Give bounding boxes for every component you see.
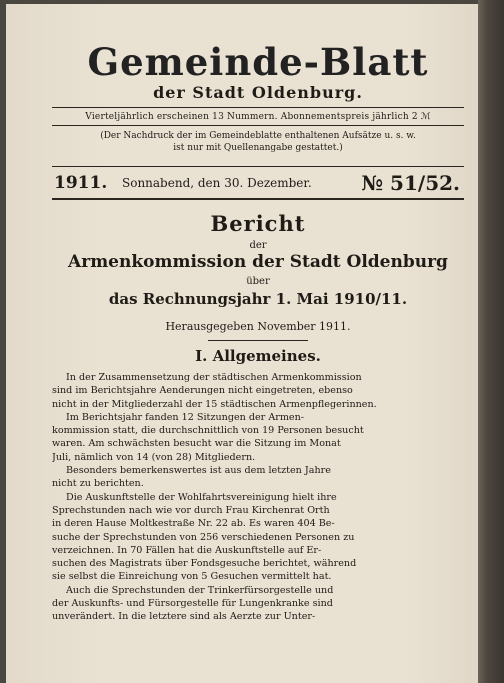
body-line: Auch die Sprechstunden der Trinkerfürsorgestelle und [66, 584, 334, 596]
subscription-info: Vierteljährlich erscheinen 13 Nummern. Abonnementspreis jährlich 2 ℳ [85, 112, 431, 122]
report-fiscal-year: das Rechnungsjahr 1. Mai 1910/11. [108, 290, 408, 308]
divider [52, 125, 464, 126]
book-binding [478, 0, 504, 683]
body-line: Die Auskunftstelle der Wohlfahrtsvereinigung hielt ihre [66, 491, 337, 503]
divider [52, 198, 464, 200]
body-text [52, 371, 464, 624]
divider [52, 166, 464, 167]
body-line: Sprechstunden nach wie vor durch Frau Kirchenrat Orth [52, 504, 330, 516]
body-line: Im Berichtsjahr fanden 12 Sitzungen der Armen- [66, 411, 305, 423]
issue-date: Sonnabend, den 30. Dezember. [122, 176, 312, 190]
body-line: der Auskunfts- und Fürsorgestelle für Lungenkranke sind [52, 598, 333, 610]
body-line: suchen des Magistrats über Fondsgesuche berichtet, während [52, 558, 357, 570]
body-line: sind im Berichtsjahre Aenderungen nicht eingetreten, ebenso [52, 385, 353, 397]
word-ueber: über [246, 276, 270, 287]
issue-year: 1911. [54, 173, 108, 193]
divider [52, 107, 464, 108]
notice-line: (Der Nachdruck der im Gemeindeblatte enthaltenen Aufsätze u. s. w. [100, 131, 416, 141]
body-line: in deren Hause Moltkestraße Nr. 22 ab. Es waren 404 Be- [52, 518, 335, 530]
body-line: sie selbst die Einreichung von 5 Gesuchen vermittelt hat. [52, 571, 332, 583]
masthead-subtitle: der Stadt Oldenburg. [153, 83, 363, 102]
body-line: suche der Sprechstunden von 256 verschiedenen Personen zu [52, 531, 355, 543]
report-commission: Armenkommission der Stadt Oldenburg [68, 252, 448, 272]
body-line: Besonders bemerkenswertes ist aus dem letzten Jahre [66, 465, 331, 477]
body-line: Juli, nämlich von 14 (von 28) Mitgliedern. [52, 451, 256, 463]
body-line: nicht in der Mitgliederzahl der 15 städtischen Armenpflegerinnen. [52, 398, 377, 410]
issue-number: № 51/52. [361, 171, 460, 195]
body-line: unverändert. In die letztere sind als Aerzte zur Unter- [52, 611, 316, 623]
body-line: nicht zu berichten. [52, 478, 144, 490]
body-line: In der Zusammensetzung der städtischen Armenkommission [66, 372, 362, 383]
report-editor-line: Herausgegeben November 1911. [165, 320, 351, 333]
body-line: verzeichnen. In 70 Fällen hat die Auskunftstelle auf Er- [52, 544, 322, 556]
body-line: waren. Am schwächsten besucht war die Sitzung im Monat [52, 438, 341, 450]
reprint-notice [52, 130, 464, 154]
section-title: I. Allgemeines. [195, 347, 321, 365]
word-der: der [249, 240, 267, 251]
dateline [52, 173, 464, 197]
report-heading: Bericht [210, 211, 306, 236]
notice-line: ist nur mit Quellenangabe gestattet.) [173, 143, 343, 153]
masthead-title: Gemeinde-Blatt [87, 40, 429, 84]
short-divider [208, 340, 308, 341]
body-line: kommission statt, die durchschnittlich von 19 Personen besucht [52, 425, 364, 437]
